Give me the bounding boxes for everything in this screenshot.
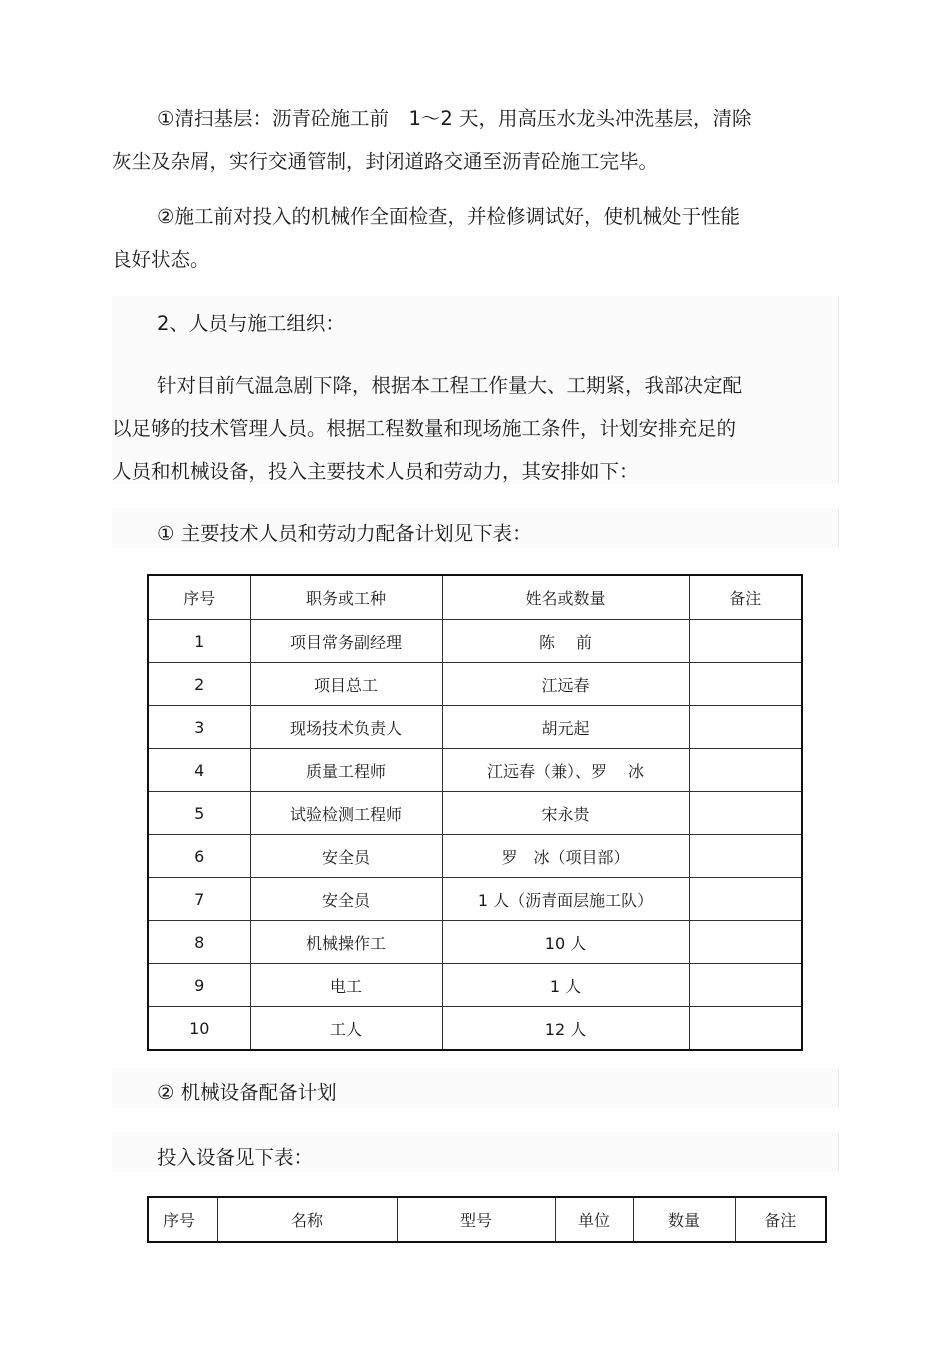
table-row xyxy=(148,620,802,663)
table-row xyxy=(148,921,802,964)
table-cell: 机械操作工 xyxy=(250,921,442,964)
table-row xyxy=(148,1007,802,1051)
table-cell: 10 xyxy=(148,1007,250,1051)
table-cell: 6 xyxy=(148,835,250,878)
table-cell: 9 xyxy=(148,964,250,1007)
equipment-heading: ② 机械设备配备计划 xyxy=(157,1081,337,1104)
paragraph-text: ②施工前对投入的机械作全面检查，并检修调试好，使机械处于性能 xyxy=(157,205,740,228)
table-cell xyxy=(689,835,802,878)
table-cell xyxy=(689,1007,802,1051)
table-cell: 1 xyxy=(148,620,250,663)
table-cell: 工人 xyxy=(250,1007,442,1051)
header-cell: 序号 xyxy=(148,1197,217,1242)
header-cell: 单位 xyxy=(555,1197,633,1242)
table-cell: 安全员 xyxy=(250,835,442,878)
table-cell: 罗 冰（项目部） xyxy=(442,835,689,878)
header-cell: 备注 xyxy=(735,1197,826,1242)
header-cell: 数量 xyxy=(633,1197,735,1242)
table-cell: 试验检测工程师 xyxy=(250,792,442,835)
table-cell xyxy=(689,964,802,1007)
table-cell xyxy=(689,620,802,663)
table-cell: 安全员 xyxy=(250,878,442,921)
header-cell: 备注 xyxy=(689,575,802,620)
equipment-intro: 投入设备见下表： xyxy=(157,1146,314,1169)
table-cell: 7 xyxy=(148,878,250,921)
table-cell: 4 xyxy=(148,749,250,792)
paragraph-staffing xyxy=(112,364,792,493)
header-cell: 姓名或数量 xyxy=(442,575,689,620)
paragraph-text: 针对目前气温急剧下降，根据本工程工作量大、工期紧，我部决定配 xyxy=(157,374,743,397)
table-cell: 江远春（兼）、罗 冰 xyxy=(442,749,689,792)
table-cell: 胡元起 xyxy=(442,706,689,749)
table-cell: 陈 前 xyxy=(442,620,689,663)
equipment-table xyxy=(147,1196,827,1243)
table-row xyxy=(148,749,802,792)
table-cell: 现场技术负责人 xyxy=(250,706,442,749)
table-cell: 江远春 xyxy=(442,663,689,706)
table-row xyxy=(148,663,802,706)
table-cell: 质量工程师 xyxy=(250,749,442,792)
table-cell: 2 xyxy=(148,663,250,706)
table-cell: 电工 xyxy=(250,964,442,1007)
table-cell: 3 xyxy=(148,706,250,749)
table-header-row xyxy=(148,575,802,620)
header-cell: 序号 xyxy=(148,575,250,620)
table-row xyxy=(148,792,802,835)
header-cell: 职务或工种 xyxy=(250,575,442,620)
table-cell: 项目常务副经理 xyxy=(250,620,442,663)
paragraph-machine-check xyxy=(112,195,792,281)
header-cell: 型号 xyxy=(397,1197,555,1242)
table-cell: 5 xyxy=(148,792,250,835)
table-cell xyxy=(689,749,802,792)
section-title: 2、人员与施工组织： xyxy=(157,312,345,335)
paragraph-text: ①清扫基层：沥青砼施工前 1～2 天，用高压水龙头冲洗基层，清除 xyxy=(157,107,752,130)
table-cell xyxy=(689,706,802,749)
table-cell xyxy=(689,663,802,706)
staff-table-heading: ① 主要技术人员和劳动力配备计划见下表： xyxy=(157,522,532,545)
table-row xyxy=(148,835,802,878)
table-cell xyxy=(689,921,802,964)
table-cell: 宋永贵 xyxy=(442,792,689,835)
table-cell: 12 人 xyxy=(442,1007,689,1051)
table-cell: 8 xyxy=(148,921,250,964)
header-cell: 名称 xyxy=(217,1197,397,1242)
table-cell: 10 人 xyxy=(442,921,689,964)
table-row xyxy=(148,964,802,1007)
table-cell: 1 人 xyxy=(442,964,689,1007)
table-header-row xyxy=(148,1197,826,1242)
table-cell xyxy=(689,878,802,921)
paragraph-text: 以足够的技术管理人员。根据工程数量和现场施工条件，计划安排充足的 xyxy=(112,417,737,440)
staff-table xyxy=(147,574,803,1051)
paragraph-text: 良好状态。 xyxy=(112,248,210,271)
table-cell: 1 人（沥青面层施工队） xyxy=(442,878,689,921)
table-row xyxy=(148,706,802,749)
table-row xyxy=(148,878,802,921)
table-cell xyxy=(689,792,802,835)
paragraph-cleaning xyxy=(112,97,792,183)
paragraph-text: 灰尘及杂屑，实行交通管制，封闭道路交通至沥青砼施工完毕。 xyxy=(112,150,659,173)
table-cell: 项目总工 xyxy=(250,663,442,706)
paragraph-text: 人员和机械设备，投入主要技术人员和劳动力，其安排如下： xyxy=(112,460,639,483)
